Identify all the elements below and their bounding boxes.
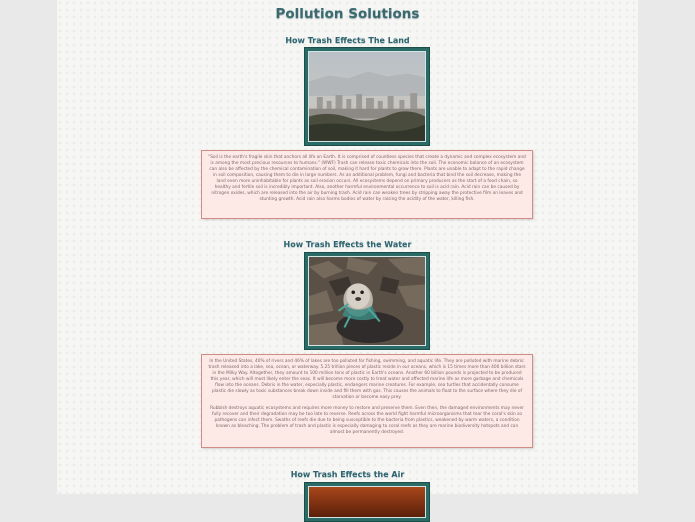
- water-paragraph-2: Rubbish destroys aquatic ecosystems and requires more money to restore and preserve them. Even then, the damaged environments may never fully recover and their degradation may be too late to reverse. Reefs across the world fight harmful microorganisms that tear the coral's skin so pathogens can infect them. Swaths of reefs die due to being susceptible to the bacteria from plastics, weakened by warm waters, a condition known as bleaching. The problem of trash and plastic is especially damaging to coral reefs as they are marine biodiversity hotspots and can almost be permanently destroyed.: [210, 406, 524, 435]
- seal-entangled-image: [309, 257, 425, 345]
- air-pollution-image: [309, 487, 425, 517]
- page-title: Pollution Solutions: [275, 6, 420, 22]
- land-paragraph: "Soil is the earth's fragile skin that anchors all life on Earth. It is comprised of countless species that create a dynamic and complex ecosystem and is among the most precious resources to humans." (WWF) Trash can release toxic chemicals into the soil. The economic balance of an ecosystem can also be affected by the chemical contamination of soil, making it hard for plants to grow there. Plants are unable to adapt to the rapid change in soil composition, causing them to die in large numbers. As an additional problem, fungi and bacteria that bind the soil decrease, making the land even more uninhabitable for plants as soil erosion occurs. All ecosystems depend on primary producers as the start of a food chain, so healthy and fertile soil is incredibly important. Also, another harmful environmental occurrence to soil is acid rain. Acid rain can be caused by nitrogen oxides, which are released into the air by burning trash. Acid rain can weaken trees by stripping away the protective film on leaves and stunting growth. Acid rain also harms bodies of water by raising the acidity of the water, killing fish.: [208, 155, 526, 202]
- smog-city-image: [309, 52, 425, 141]
- page-container: [57, 0, 638, 494]
- section-heading-water: How Trash Effects the Water: [283, 240, 412, 249]
- water-text-box: [201, 354, 533, 448]
- water-paragraph-1: In the United States, 40% of rivers and 46% of lakes are too polluted for fishing, swimming, and aquatic life. They are polluted with marine debris: trash released into a lake, sea, ocean, or waterway. 5.25 trillion pieces of plastic reside in our oceans, which is 15 times more than 400 billion stars in the Milky Way. Altogether, they amount to 100 million tons of plastic in Earth's oceans. Another 60 billion pounds is projected to be produced this year, which will most likely enter the seas. It will become more costly to treat water and affected marine life as more garbage and chemicals flow into the oceans. Debris in the water, especially plastic, endangers marine creatures. For example, sea turtles that accidentally consume plastic die slowly as toxic substances break down inside and fill them with gas. This causes the animals to float to the surface where they die of starvation or become easy prey.: [208, 359, 526, 400]
- land-photo: [304, 47, 430, 146]
- section-heading-air: How Trash Effects the Air: [290, 470, 405, 479]
- land-text-box: [201, 150, 533, 219]
- air-photo: [304, 482, 430, 522]
- section-heading-land: How Trash Effects The Land: [285, 36, 410, 45]
- water-photo: [304, 252, 430, 350]
